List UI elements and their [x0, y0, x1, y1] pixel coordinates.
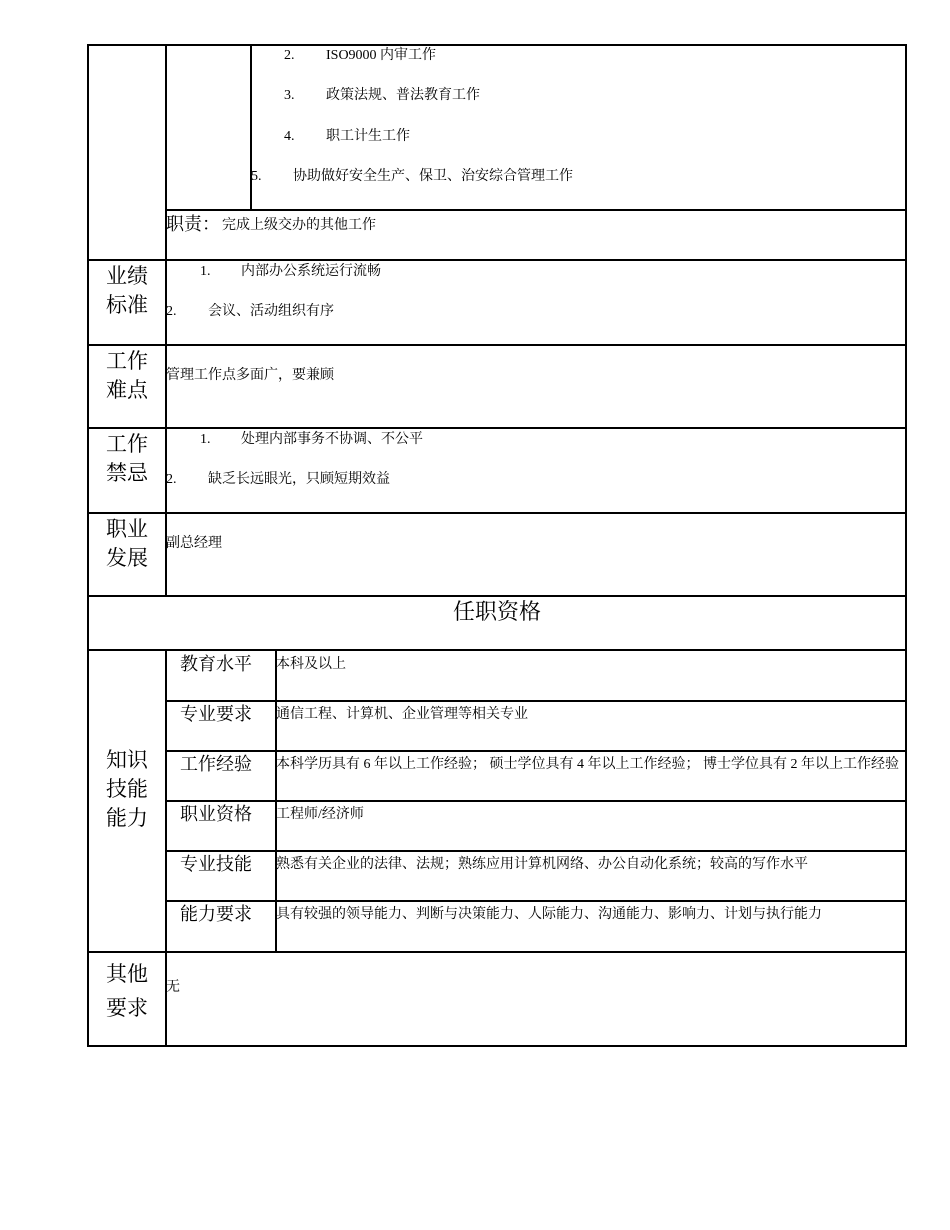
- table-border-right: [905, 44, 907, 1047]
- education-label: 教育水平: [180, 654, 252, 675]
- duty-item-number: 5.: [251, 169, 262, 184]
- duty-item-text: 职工计生工作: [326, 129, 410, 144]
- career-text: 副总经理: [166, 536, 222, 551]
- duty-item-text: ISO9000 内审工作: [326, 48, 437, 63]
- row-divider: [87, 427, 907, 429]
- performance-item-number: 2.: [166, 304, 177, 319]
- skills-label: 专业技能: [180, 854, 252, 875]
- row-divider: [87, 649, 907, 651]
- ability-label: 能力要求: [180, 904, 252, 925]
- table-border-top: [87, 44, 907, 46]
- performance-item-text: 内部办公系统运行流畅: [241, 264, 381, 279]
- duty-label: 职责：: [166, 214, 220, 235]
- row-divider: [87, 595, 907, 597]
- experience-label: 工作经验: [180, 754, 252, 775]
- row-divider: [87, 259, 907, 261]
- duty-text: 完成上级交办的其他工作: [222, 218, 376, 233]
- duty-item-number: 4.: [284, 129, 295, 144]
- taboo-item-number: 2.: [166, 472, 177, 487]
- other-label: 其他 要求: [106, 962, 148, 1020]
- performance-item-text: 会议、活动组织有序: [208, 304, 334, 319]
- career-label: 职业 发展: [106, 517, 148, 570]
- performance-item-number: 1.: [200, 264, 211, 279]
- other-text: 无: [166, 980, 180, 995]
- knowledge-label: 知识 技能 能力: [106, 748, 148, 830]
- taboo-item-text: 处理内部事务不协调、不公平: [241, 432, 423, 447]
- difficulty-text: 管理工作点多面广，要兼顾: [166, 368, 334, 383]
- experience-value: 本科学历具有 6 年以上工作经验； 硕士学位具有 4 年以上工作经验； 博士学位具有 2 年以上工作经验: [276, 757, 899, 772]
- certification-label: 职业资格: [180, 804, 252, 825]
- ability-value: 具有较强的领导能力、判断与决策能力、人际能力、沟通能力、影响力、计划与执行能力: [276, 907, 822, 922]
- duty-item-number: 3.: [284, 88, 295, 103]
- knowledge-row-divider: [165, 750, 907, 752]
- row-divider: [165, 209, 907, 211]
- performance-label: 业绩 标准: [106, 264, 148, 317]
- table-border-bottom: [87, 1045, 907, 1047]
- duty-item-text: 政策法规、普法教育工作: [326, 88, 480, 103]
- row-divider: [87, 512, 907, 514]
- education-value: 本科及以上: [276, 657, 346, 672]
- knowledge-row-divider: [165, 850, 907, 852]
- knowledge-row-divider: [165, 800, 907, 802]
- taboo-item-number: 1.: [200, 432, 211, 447]
- row-divider: [87, 951, 907, 953]
- major-label: 专业要求: [180, 704, 252, 725]
- difficulty-label: 工作 难点: [106, 349, 148, 402]
- knowledge-row-divider: [165, 900, 907, 902]
- skills-value: 熟悉有关企业的法律、法规；熟练应用计算机网络、办公自动化系统；较高的写作水平: [276, 857, 808, 872]
- major-value: 通信工程、计算机、企业管理等相关专业: [276, 707, 528, 722]
- certification-value: 工程师/经济师: [276, 807, 364, 822]
- taboo-item-text: 缺乏长远眼光，只顾短期效益: [208, 472, 390, 487]
- knowledge-row-divider: [165, 700, 907, 702]
- qualification-title: 任职资格: [452, 600, 541, 625]
- taboo-label: 工作 禁忌: [106, 432, 148, 485]
- duty-item-text: 协助做好安全生产、保卫、治安综合管理工作: [293, 169, 573, 184]
- duty-item-number: 2.: [284, 48, 295, 63]
- row-divider: [87, 344, 907, 346]
